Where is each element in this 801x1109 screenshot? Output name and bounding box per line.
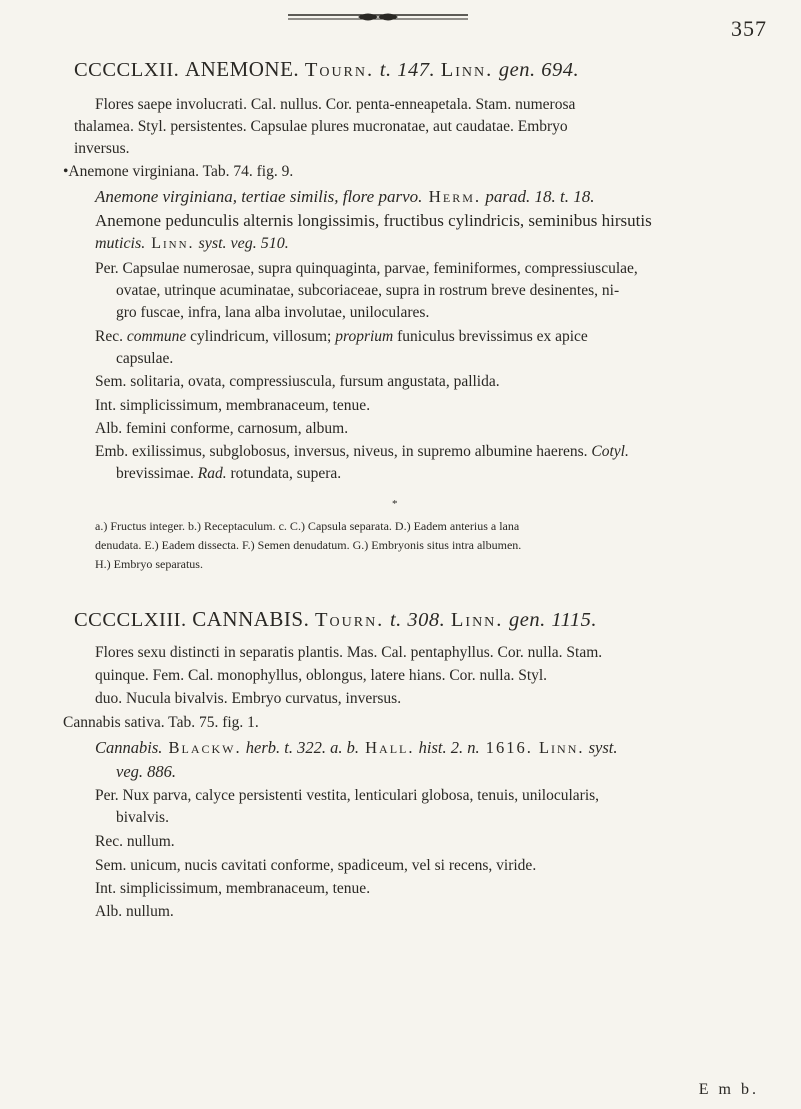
linn-ref: gen. 1115. — [509, 609, 597, 631]
page-number: 357 — [731, 16, 767, 41]
text-line: duo. Nucula bivalvis. Embryo curvatus, inversus. — [95, 690, 402, 707]
species-line: •Anemone virginiana. Tab. 74. fig. 9. — [63, 163, 294, 180]
integument-line: Int. simplicissimum, membranaceum, tenue. — [95, 397, 371, 414]
figure-note: denudata. E.) Eadem dissecta. F.) Semen denudatum. G.) Embryonis situs intra albumen. — [95, 538, 522, 552]
tourn-author: Tourn. — [314, 609, 385, 631]
integument-line: Int. simplicissimum, membranaceum, tenue. — [95, 880, 371, 897]
text-line: capsulae. — [116, 350, 174, 367]
receptacle-line: Rec. commune cylindricum, villosum; proprium funiculus brevissimus ex apice — [95, 328, 588, 345]
text-line: thalamea. Styl. persistentes. Capsulae plures mucronatae, aut caudatae. Embryo — [74, 118, 568, 135]
seed-line: Sem. solitaria, ovata, compressiuscula, fursum angustata, pallida. — [95, 373, 500, 390]
seed-line: Sem. unicum, nucis cavitati conforme, spadiceum, vel si recens, viride. — [95, 857, 537, 874]
genus-number: CCCCLXII. — [74, 59, 180, 81]
genus-number: CCCCLXIII. — [74, 609, 187, 631]
text-line: quinque. Fem. Cal. monophyllus, oblongus, latere hians. Cor. nulla. Styl. — [95, 667, 548, 684]
linn-author: Linn. — [450, 609, 504, 631]
text-line: ovatae, utrinque acuminatae, subcoriaceae, supra in rostrum breve desinentes, ni- — [116, 282, 620, 299]
separator-asterisk: * — [392, 498, 398, 510]
text-line: inversus. — [74, 140, 130, 157]
header-ornament — [288, 10, 468, 24]
synonym-line: muticis. Linn. syst. veg. 510. — [95, 235, 289, 252]
pericarp-line: Per. Nux parva, calyce persistenti vestita, lenticulari globosa, tenuis, unilocularis, — [95, 787, 600, 804]
species-line: Cannabis sativa. Tab. 75. fig. 1. — [63, 714, 259, 731]
section-heading-anemone — [74, 57, 579, 82]
albumen-line: Alb. nullum. — [95, 903, 174, 920]
figure-note: H.) Embryo separatus. — [95, 557, 203, 571]
pericarp-line: Per. Capsulae numerosae, supra quinquaginta, parvae, feminiformes, compressiusculae, — [95, 260, 638, 277]
text-line: Flores saepe involucrati. Cal. nullus. Cor. penta-enneapetala. Stam. numerosa — [95, 96, 576, 113]
genus-name: CANNABIS. — [192, 607, 310, 631]
linn-ref: gen. 694. — [498, 59, 580, 81]
synonym-line: Cannabis. Blackw. herb. t. 322. a. b. Hall. hist. 2. n. 1616. Linn. syst. — [95, 738, 618, 757]
figure-note: a.) Fructus integer. b.) Receptaculum. c. C.) Capsula separata. D.) Eadem anterius a lana — [95, 519, 520, 533]
text-line: brevissimae. Rad. rotundata, supera. — [116, 465, 342, 482]
tourn-ref: t. 147. — [379, 59, 436, 81]
synonym-line: Anemone virginiana, tertiae similis, flore parvo. Herm. parad. 18. t. 18. — [95, 187, 595, 206]
synonym-line: veg. 886. — [116, 762, 177, 781]
embryo-line: Emb. exilissimus, subglobosus, inversus, niveus, in supremo albumine haerens. Cotyl. — [95, 443, 629, 460]
synonym-line: Anemone pedunculis alternis longissimis, fructibus cylindricis, seminibus hirsutis — [95, 211, 652, 230]
text-line: bivalvis. — [116, 809, 169, 826]
text-line: Flores sexu distincti in separatis plantis. Mas. Cal. pentaphyllus. Cor. nulla. Stam. — [95, 644, 603, 661]
section-heading-cannabis — [74, 607, 597, 632]
catchword: E m b. — [698, 1081, 759, 1098]
receptacle-line: Rec. nullum. — [95, 833, 175, 850]
albumen-line: Alb. femini conforme, carnosum, album. — [95, 420, 349, 437]
tourn-ref: t. 308. — [389, 609, 446, 631]
linn-author: Linn. — [440, 59, 494, 81]
genus-name: ANEMONE. — [184, 57, 300, 81]
text-line: gro fuscae, infra, lana alba involutae, uniloculares. — [116, 304, 430, 321]
tourn-author: Tourn. — [304, 59, 375, 81]
